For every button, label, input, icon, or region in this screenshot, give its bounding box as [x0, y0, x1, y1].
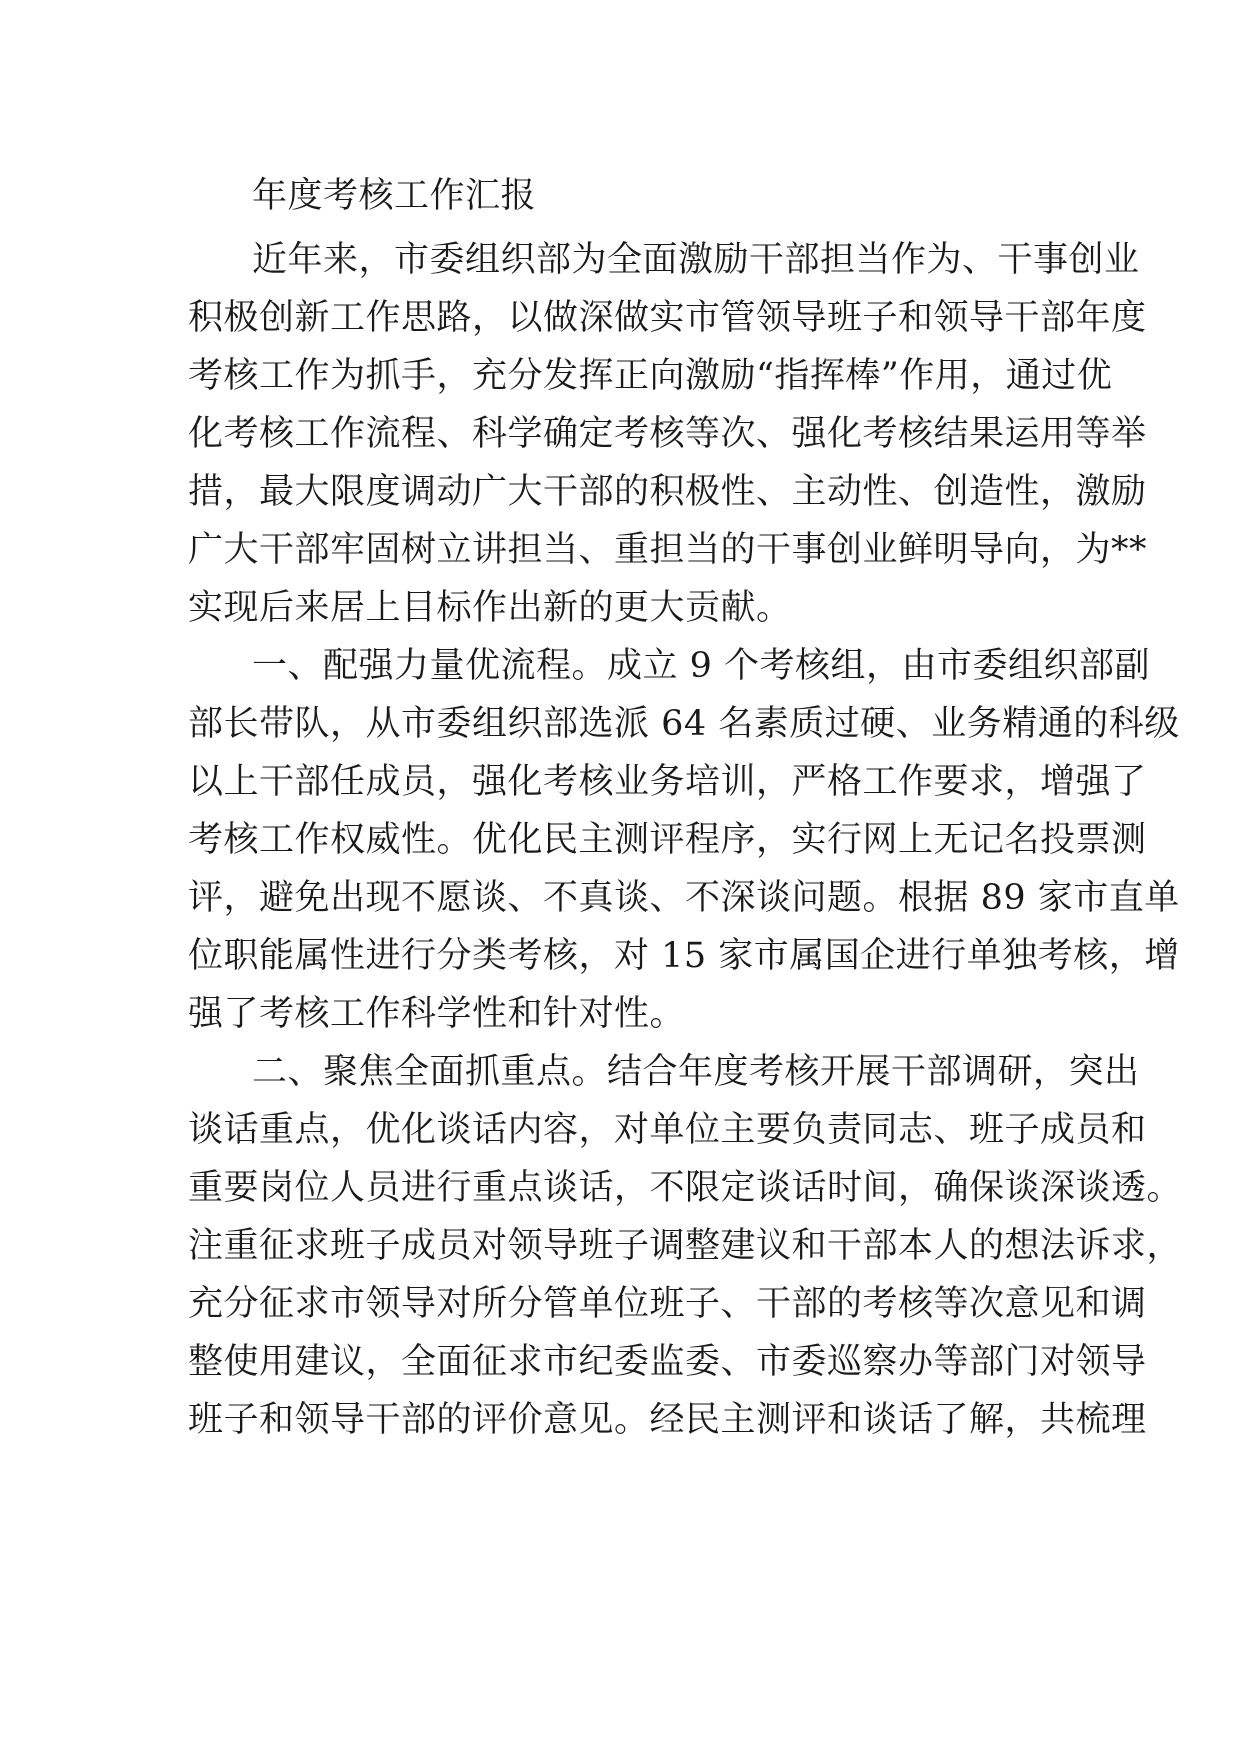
document-title: 年度考核工作汇报: [252, 176, 537, 216]
section-1-line-4: 考核工作权威性。优化民主测评程序，实行网上无记名投票测: [188, 820, 1147, 860]
section-2-line-5: 充分征求市领导对所分管单位班子、干部的考核等次意见和调: [188, 1284, 1147, 1324]
section-2-line-7: 班子和领导干部的评价意见。经民主测评和谈话了解，共梳理: [188, 1400, 1147, 1440]
paragraph-intro-line-1: 近年来，市委组织部为全面激励干部担当作为、干事创业: [252, 240, 1140, 280]
section-2-line-4: 注重征求班子成员对领导班子调整建议和干部本人的想法诉求，: [188, 1226, 1183, 1266]
paragraph-intro-line-7: 实现后来居上目标作出新的更大贡献。: [188, 588, 792, 628]
section-1-line-2: 部长带队，从市委组织部选派 64 名素质过硬、业务精通的科级: [188, 704, 1180, 744]
section-1-line-5: 评，避免出现不愿谈、不真谈、不深谈问题。根据 89 家市直单: [188, 878, 1180, 918]
paragraph-intro-line-5: 措，最大限度调动广大干部的积极性、主动性、创造性，激励: [188, 472, 1147, 512]
section-1-line-6: 位职能属性进行分类考核，对 15 家市属国企进行单独考核，增: [188, 936, 1180, 976]
section-2-line-3: 重要岗位人员进行重点谈话，不限定谈话时间，确保谈深谈透。: [188, 1168, 1183, 1208]
section-1-line-1: 一、配强力量优流程。成立 9 个考核组，由市委组织部副: [252, 646, 1151, 686]
section-1-line-7: 强了考核工作科学性和针对性。: [188, 994, 686, 1034]
paragraph-intro-line-3: 考核工作为抓手，充分发挥正向激励“指挥棒”作用，通过优: [188, 356, 1113, 396]
paragraph-intro-line-4: 化考核工作流程、科学确定考核等次、强化考核结果运用等举: [188, 414, 1147, 454]
section-2-line-6: 整使用建议，全面征求市纪委监委、市委巡察办等部门对领导: [188, 1342, 1147, 1382]
section-1-line-3: 以上干部任成员，强化考核业务培训，严格工作要求，增强了: [188, 762, 1147, 802]
paragraph-intro-line-6: 广大干部牢固树立讲担当、重担当的干事创业鲜明导向，为**: [188, 530, 1148, 570]
section-2-line-2: 谈话重点，优化谈话内容，对单位主要负责同志、班子成员和: [188, 1110, 1147, 1150]
section-2-line-1: 二、聚焦全面抓重点。结合年度考核开展干部调研，突出: [252, 1052, 1140, 1092]
paragraph-intro-line-2: 积极创新工作思路，以做深做实市管领导班子和领导干部年度: [188, 298, 1147, 338]
